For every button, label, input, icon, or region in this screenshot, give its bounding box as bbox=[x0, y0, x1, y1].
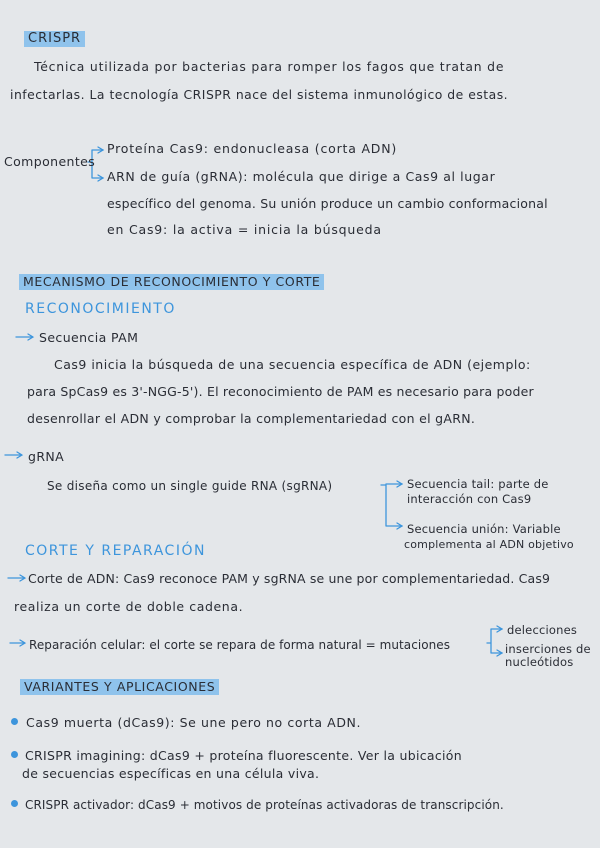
cut-text-line-1: Corte de ADN: Cas9 reconoce PAM y sgRNA se une por complementariedad. Cas9 bbox=[28, 571, 551, 586]
component-cas9: Proteína Cas9: endonucleasa (corta ADN) bbox=[107, 141, 398, 156]
union-line-2: complementa al ADN objetivo bbox=[404, 538, 574, 551]
components-label: Componentes bbox=[4, 154, 96, 169]
pam-label: Secuencia PAM bbox=[39, 330, 139, 345]
variant-activator: CRISPR activador: dCas9 + motivos de proteínas activadoras de transcripción. bbox=[25, 798, 504, 812]
repair-deletions: delecciones bbox=[507, 623, 578, 637]
tail-line-1: Secuencia tail: parte de bbox=[407, 477, 549, 491]
subtitle-cut-repair: CORTE Y REPARACIÓN bbox=[25, 543, 206, 559]
repair-text: Reparación celular: el corte se repara de forma natural = mutaciones bbox=[29, 638, 451, 652]
cut-text-line-2: realiza un corte de doble cadena. bbox=[14, 599, 244, 614]
union-line-1: Secuencia unión: Variable bbox=[407, 522, 561, 536]
sgrna-bracket bbox=[381, 484, 402, 526]
variant-dcas9: Cas9 muerta (dCas9): Se une pero no corta ADN. bbox=[26, 715, 362, 730]
component-grna-line-2: específico del genoma. Su unión produce un cambio conformacional bbox=[107, 196, 548, 211]
variant-imaging-line-1: CRISPR imagining: dCas9 + proteína fluorescente. Ver la ubicación bbox=[25, 748, 462, 763]
bullet-icon bbox=[11, 718, 18, 725]
grna-text: Se diseña como un single guide RNA (sgRNA) bbox=[47, 479, 333, 493]
sgrna-arrowheads bbox=[397, 481, 402, 529]
intro-line-1: Técnica utilizada por bacterias para romper los fagos que tratan de bbox=[34, 59, 505, 74]
grna-arrow-icon bbox=[5, 452, 22, 458]
tail-line-2: interacción con Cas9 bbox=[407, 492, 532, 506]
pam-text-line-1: Cas9 inicia la búsqueda de una secuencia específica de ADN (ejemplo: bbox=[54, 357, 531, 372]
section-title-mechanism: MECANISMO DE RECONOCIMIENTO Y CORTE bbox=[19, 274, 324, 290]
repair-arrow-icon bbox=[10, 640, 25, 646]
component-grna-line-3: en Cas9: la activa = inicia la búsqueda bbox=[107, 222, 382, 237]
repair-bracket bbox=[487, 629, 502, 653]
variant-imaging-line-2: de secuencias específicas en una célula viva. bbox=[22, 766, 320, 781]
repair-arrowheads bbox=[497, 626, 502, 656]
pam-text-line-3: desenrollar el ADN y comprobar la complementariedad con el gARN. bbox=[27, 411, 476, 426]
bullet-icon bbox=[11, 751, 18, 758]
repair-insertions-line-2: nucleótidos bbox=[505, 655, 574, 669]
subtitle-recognition: RECONOCIMIENTO bbox=[25, 301, 176, 317]
grna-label: gRNA bbox=[28, 449, 65, 464]
section-title-crispr: CRISPR bbox=[24, 31, 85, 47]
section-title-variants: VARIANTES Y APLICACIONES bbox=[20, 679, 219, 695]
component-grna-line-1: ARN de guía (gRNA): molécula que dirige a Cas9 al lugar bbox=[107, 169, 496, 184]
pam-arrow-icon bbox=[16, 334, 33, 340]
pam-text-line-2: para SpCas9 es 3'-NGG-5'). El reconocimiento de PAM es necesario para poder bbox=[27, 384, 534, 399]
cut-arrow-icon bbox=[8, 575, 25, 581]
bullet-icon bbox=[11, 800, 18, 807]
components-arrowheads bbox=[98, 147, 103, 181]
repair-insertions-line-1: inserciones de bbox=[505, 642, 591, 656]
intro-line-2: infectarlas. La tecnología CRISPR nace del sistema inmunológico de estas. bbox=[10, 87, 509, 102]
